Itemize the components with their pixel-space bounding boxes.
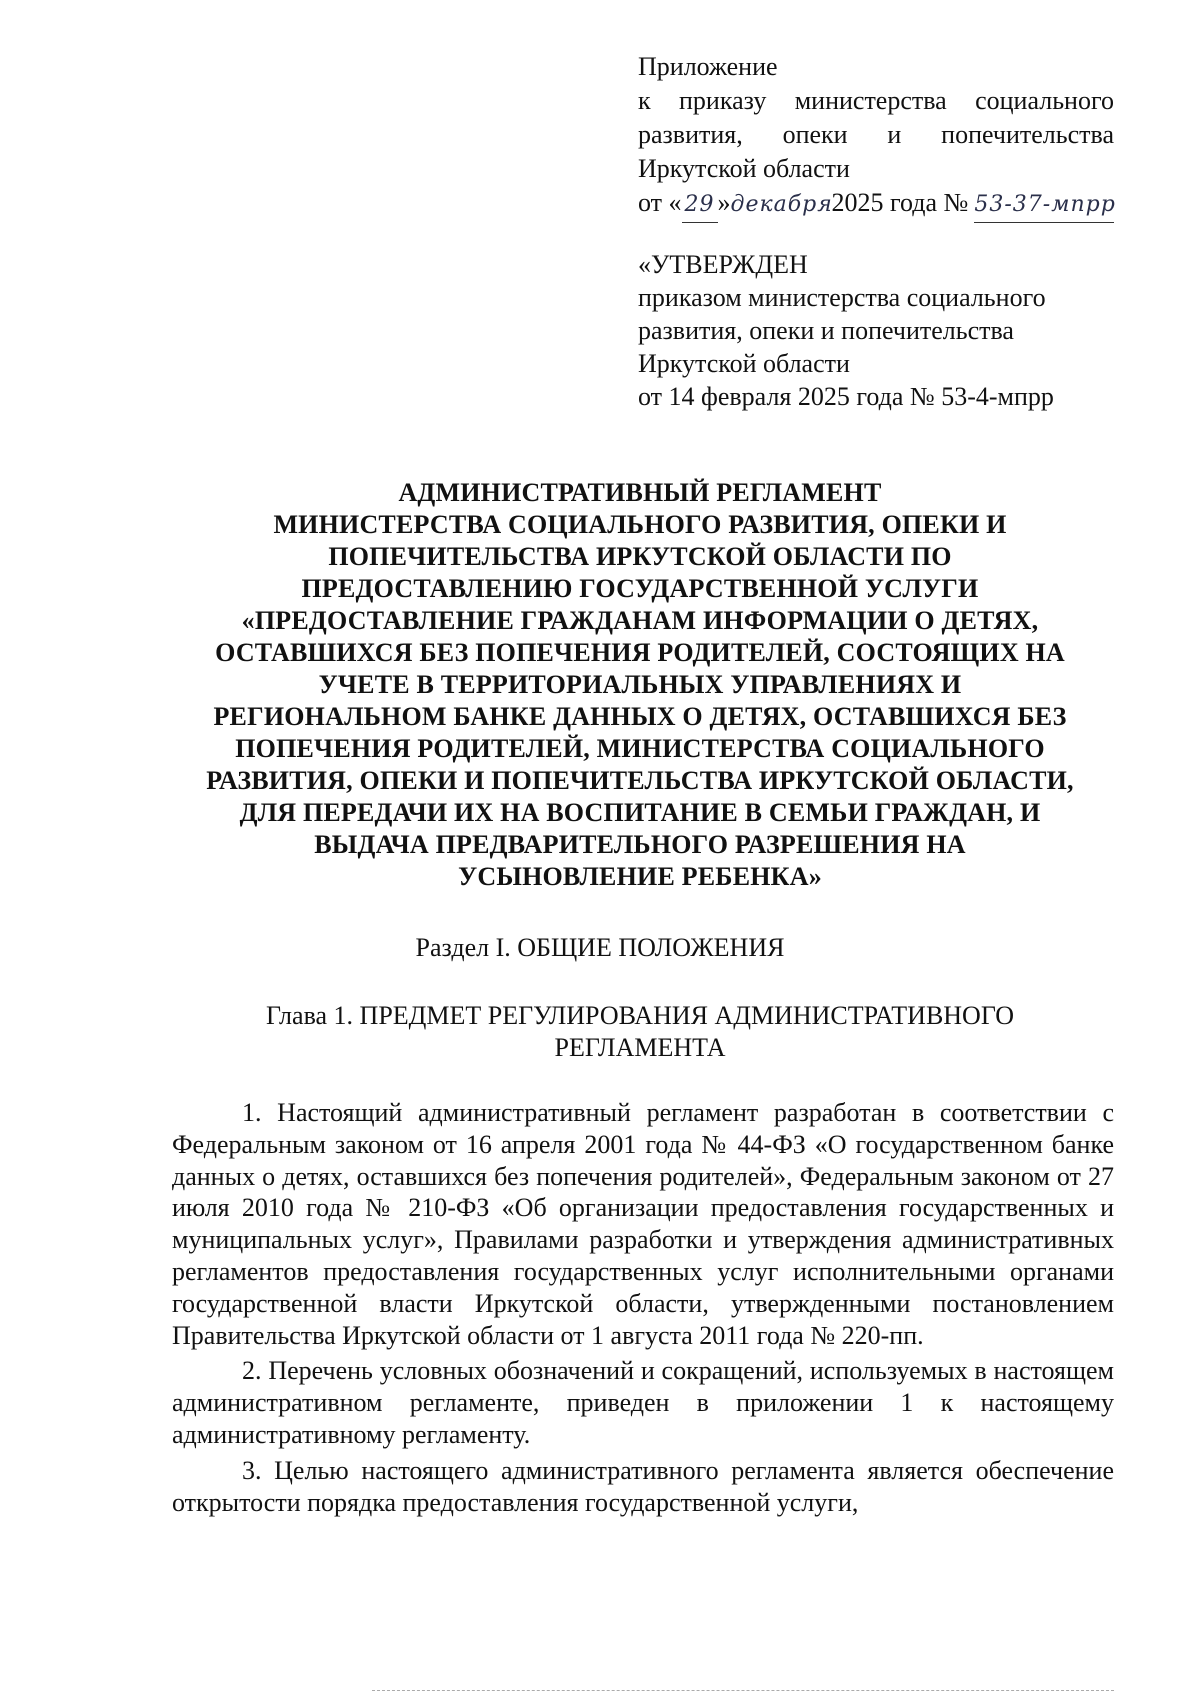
approved-line-2: приказом министерства социального: [638, 283, 1046, 312]
paragraph-1: 1. Настоящий административный регламент разработан в соответствии с Федеральным законом от 16 апреля 2001 года № 44-ФЗ «О государственном банке данных о детях, оставшихся без попечения родителей», Федеральным законом от 27 июля 2010 года № 210-ФЗ «Об организации предоставления государственных и муниципальных услуг», Правилами разработки и утверждения административных регламентов предоставления государственных услуг исполнительными органами государственной власти Иркутской области, утвержденными постановлением Правительства Иркутской области от 1 августа 2011 года № 220-пп.: [172, 1098, 1114, 1350]
title-line: АДМИНИСТРАТИВНЫЙ РЕГЛАМЕНТ: [398, 478, 882, 507]
handwritten-order-number: 53-37-мпрр: [974, 188, 1114, 223]
section-heading: [0, 932, 1200, 964]
appendix-line-4: Иркутской области: [638, 154, 850, 183]
chapter-heading: [150, 1000, 1130, 1064]
approved-block: [638, 248, 1118, 413]
title-line: ОСТАВШИХСЯ БЕЗ ПОПЕЧЕНИЯ РОДИТЕЛЕЙ, СОСТОЯЩИХ НА: [215, 638, 1065, 667]
document-body: [172, 1097, 1114, 1522]
appendix-title: Приложение: [638, 52, 778, 81]
appendix-line-2: к приказу министерства социального: [638, 86, 1114, 115]
title-line: ДЛЯ ПЕРЕДАЧИ ИХ НА ВОСПИТАНИЕ В СЕМЬИ ГРАЖДАН, И: [239, 798, 1041, 827]
appendix-line-3: развития, опеки и попечительства: [638, 120, 1114, 149]
approved-line-3: развития, опеки и попечительства: [638, 316, 1014, 345]
appendix-block: [638, 50, 1114, 223]
approved-title: «УТВЕРЖДЕН: [638, 250, 808, 279]
approved-line-4: Иркутской области: [638, 349, 850, 378]
title-line: ПОПЕЧЕНИЯ РОДИТЕЛЕЙ, МИНИСТЕРСТВА СОЦИАЛЬНОГО: [235, 734, 1045, 763]
title-line: УСЫНОВЛЕНИЕ РЕБЕНКА»: [458, 862, 822, 891]
document-title: [150, 477, 1130, 893]
title-line: РАЗВИТИЯ, ОПЕКИ И ПОПЕЧИТЕЛЬСТВА ИРКУТСКОЙ ОБЛАСТИ,: [206, 766, 1074, 795]
handwritten-month: декабря: [730, 192, 833, 217]
chapter-title-line-2: РЕГЛАМЕНТА: [554, 1033, 726, 1062]
title-line: ВЫДАЧА ПРЕДВАРИТЕЛЬНОГО РАЗРЕШЕНИЯ НА: [314, 830, 966, 859]
chapter-title-line-1: Глава 1. ПРЕДМЕТ РЕГУЛИРОВАНИЯ АДМИНИСТРАТИВНОГО: [265, 1001, 1014, 1030]
title-line: УЧЕТЕ В ТЕРРИТОРИАЛЬНЫХ УПРАВЛЕНИЯХ И: [318, 670, 962, 699]
page-bottom-rule: [372, 1690, 1114, 1691]
approved-line-5: от 14 февраля 2025 года № 53-4-мпрр: [638, 382, 1054, 411]
date-prefix: от «: [638, 188, 682, 217]
appendix-date-line: [638, 186, 1114, 223]
title-line: ПРЕДОСТАВЛЕНИЮ ГОСУДАРСТВЕННОЙ УСЛУГИ: [301, 574, 979, 603]
handwritten-day: 29: [682, 188, 718, 223]
section-title: Раздел I. ОБЩИЕ ПОЛОЖЕНИЯ: [415, 933, 785, 962]
title-line: РЕГИОНАЛЬНОМ БАНКЕ ДАННЫХ О ДЕТЯХ, ОСТАВШИХСЯ БЕЗ: [213, 702, 1067, 731]
paragraph-2: 2. Перечень условных обозначений и сокращений, используемых в настоящем административном регламенте, приведен в приложении 1 к настоящему административному регламенту.: [172, 1356, 1114, 1449]
title-line: МИНИСТЕРСТВА СОЦИАЛЬНОГО РАЗВИТИЯ, ОПЕКИ И: [273, 510, 1007, 539]
date-year-text: 2025 года №: [831, 188, 969, 217]
paragraph-3: 3. Целью настоящего административного регламента является обеспечение открытости порядка предоставления государственной услуги,: [172, 1455, 1114, 1517]
title-line: ПОПЕЧИТЕЛЬСТВА ИРКУТСКОЙ ОБЛАСТИ ПО: [328, 542, 952, 571]
date-mid: »: [717, 188, 731, 217]
title-line: «ПРЕДОСТАВЛЕНИЕ ГРАЖДАНАМ ИНФОРМАЦИИ О ДЕТЯХ,: [241, 606, 1039, 635]
